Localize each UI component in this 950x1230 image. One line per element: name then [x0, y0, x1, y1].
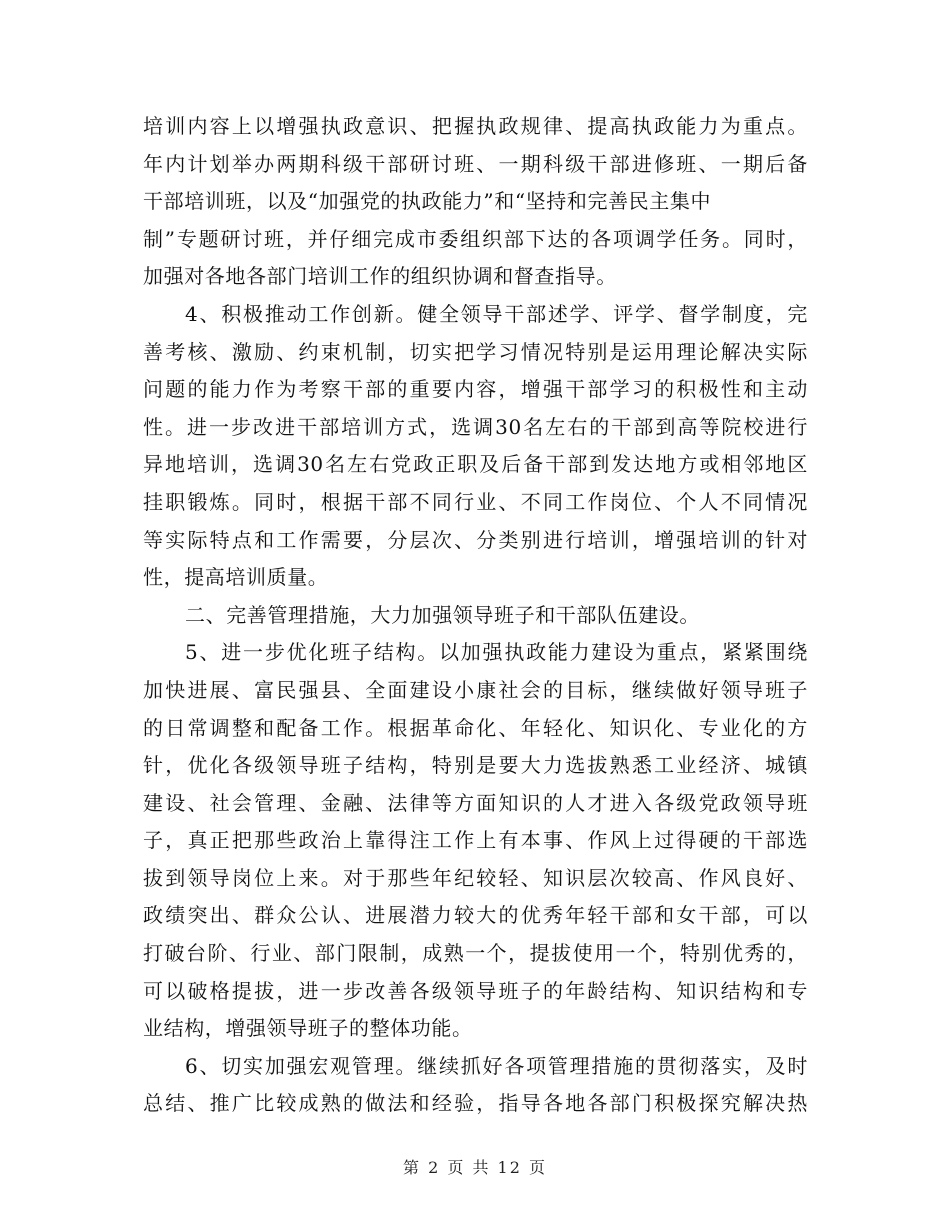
- document-body: [143, 108, 808, 1123]
- text-line: 加强对各地各部门培训工作的组织协调和督查指导。: [143, 264, 617, 289]
- text-line: 建设、社会管理、金融、法律等方面知识的人才进入各级党政领导班: [143, 790, 808, 815]
- text-line: 子，真正把那些政治上靠得注工作上有本事、作风上过得硬的干部选: [143, 828, 808, 853]
- text-line: 的日常调整和配备工作。根据革命化、年轻化、知识化、专业化的方: [143, 715, 808, 740]
- text-line: 制”专题研讨班，并仔细完成市委组织部下达的各项调学任务。同时，: [143, 226, 808, 251]
- text-line: 性，提高培训质量。: [143, 565, 329, 590]
- text-line: 可以破格提拔，进一步改善各级领导班子的年龄结构、知识结构和专: [143, 978, 808, 1003]
- text-line: 善考核、激励、约束机制，切实把学习情况特别是运用理论解决实际: [143, 339, 808, 364]
- text-line: 打破台阶、行业、部门限制，成熟一个，提拔使用一个，特别优秀的，: [143, 941, 808, 966]
- text-line: 培训内容上以增强执政意识、把握执政规律、提高执政能力为重点。: [143, 114, 808, 138]
- text-line: 二、完善管理措施，大力加强领导班子和干部队伍建设。: [185, 602, 700, 627]
- text-line: 业结构，增强领导班子的整体功能。: [143, 1016, 473, 1041]
- text-line: 5、进一步优化班子结构。以加强执政能力建设为重点，紧紧围绕: [185, 640, 808, 665]
- text-line: 干部培训班，以及“加强党的执政能力”和“坚持和完善民主集中: [143, 189, 712, 214]
- text-line: 4、积极推动工作创新。健全领导干部述学、评学、督学制度，完: [185, 301, 808, 326]
- text-line: 异地培训，选调30名左右党政正职及后备干部到发达地方或相邻地区: [143, 452, 808, 477]
- text-line: 等实际特点和工作需要，分层次、分类别进行培训，增强培训的针对: [143, 527, 808, 552]
- text-line: 针，优化各级领导班子结构，特别是要大力选拔熟悉工业经济、城镇: [143, 753, 808, 778]
- text-line: 问题的能力作为考察干部的重要内容，增强干部学习的积极性和主动: [143, 377, 808, 402]
- text-line: 年内计划举办两期科级干部研讨班、一期科级干部进修班、一期后备: [143, 151, 808, 176]
- text-line: 政绩突出、群众公认、进展潜力较大的优秀年轻干部和女干部，可以: [143, 903, 808, 928]
- text-line: 总结、推广比较成熟的做法和经验，指导各地各部门积极探究解决热: [143, 1091, 808, 1116]
- text-line: 拔到领导岗位上来。对于那些年纪较轻、知识层次较高、作风良好、: [143, 865, 808, 890]
- text-line: 性。进一步改进干部培训方式，选调30名左右的干部到高等院校进行: [143, 414, 808, 439]
- text-line: 6、切实加强宏观管理。继续抓好各项管理措施的贯彻落实，及时: [185, 1053, 808, 1078]
- text-line: 挂职锻炼。同时，根据干部不同行业、不同工作岗位、个人不同情况: [143, 489, 808, 514]
- page-footer: 第 2 页 共 12 页: [403, 1158, 547, 1177]
- text-line: 加快进展、富民强县、全面建设小康社会的目标，继续做好领导班子: [143, 677, 808, 702]
